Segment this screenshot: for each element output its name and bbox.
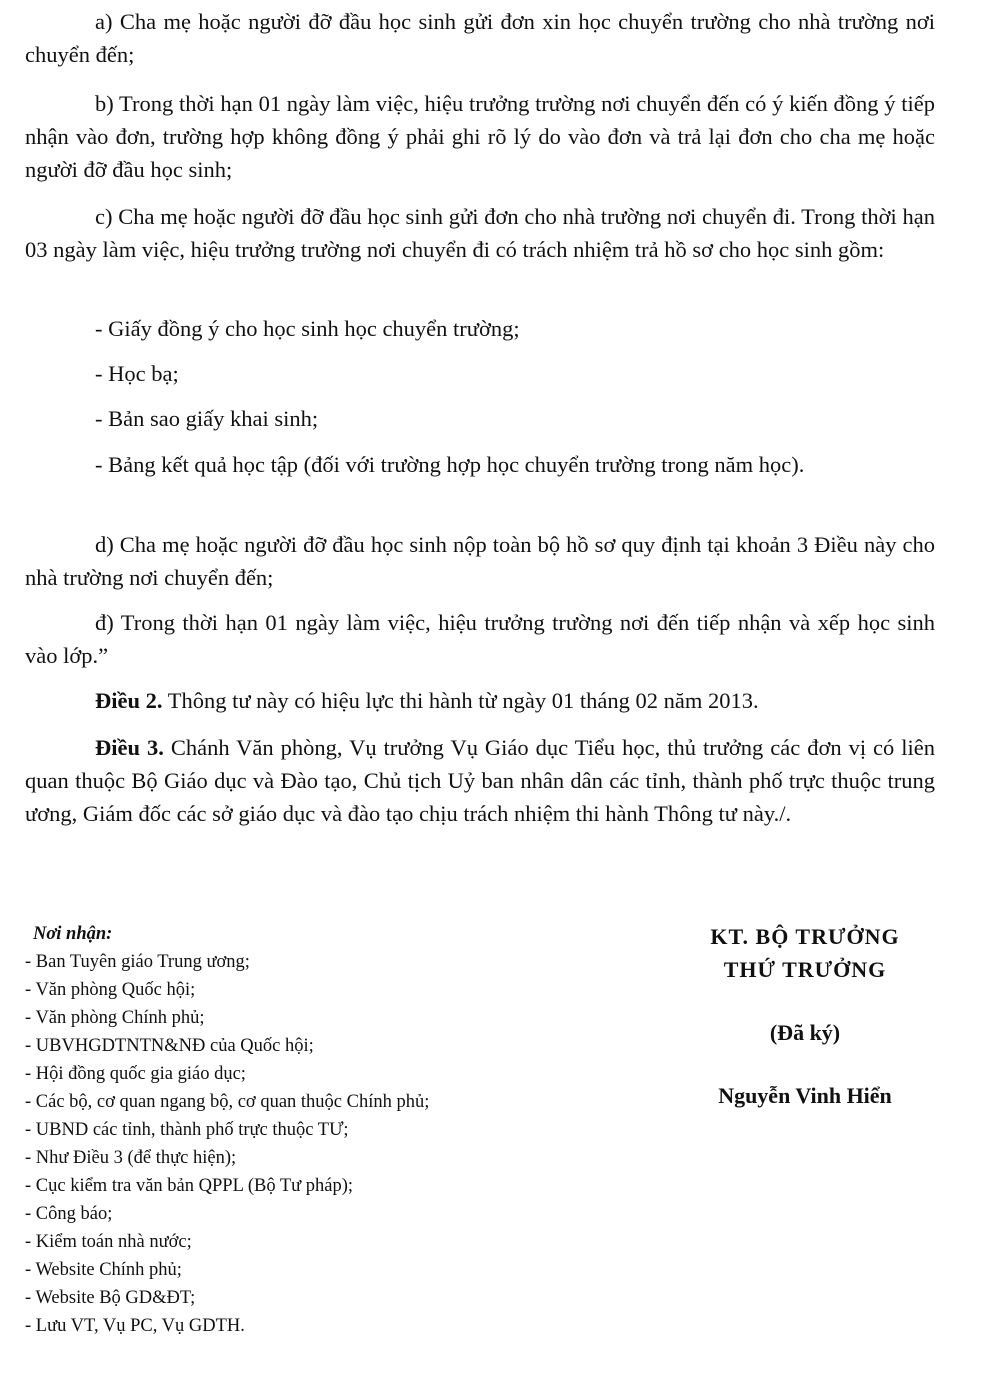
paragraph-d: d) Cha mẹ hoặc người đỡ đầu học sinh nộp toàn bộ hồ sơ quy định tại khoản 3 Điều này cho nhà trường nơi chuyển đến;: [25, 532, 935, 590]
list-item-results: - Bảng kết quả học tập (đối với trường hợp học chuyển trường trong năm học).: [95, 452, 805, 477]
recipient-item: - Cục kiểm tra văn bản QPPL (Bộ Tư pháp);: [25, 1176, 354, 1196]
recipients-title: Nơi nhận:: [33, 924, 113, 944]
signature-block: [650, 920, 960, 1112]
recipients-list: [25, 948, 645, 1340]
recipient-item: - Các bộ, cơ quan ngang bộ, cơ quan thuộc Chính phủ;: [25, 1092, 430, 1112]
article-3: [25, 731, 935, 830]
paragraph-a: a) Cha mẹ hoặc người đỡ đầu học sinh gửi đơn xin học chuyển trường cho nhà trường nơi chuyển đến;: [25, 9, 935, 67]
paragraph-c: c) Cha mẹ hoặc người đỡ đầu học sinh gửi đơn cho nhà trường nơi chuyển đi. Trong thời hạn 03 ngày làm việc, hiệu trưởng trường nơi chuyển đi có trách nhiệm trả hồ sơ cho học sinh gồm:: [25, 204, 935, 262]
recipient-item: - Website Bộ GD&ĐT;: [25, 1288, 196, 1308]
recipient-item: - Như Điều 3 (để thực hiện);: [25, 1148, 237, 1168]
recipient-item: - Công báo;: [25, 1204, 113, 1224]
signature-signed-note: (Đã ký): [769, 1020, 841, 1045]
article-2: [25, 684, 935, 717]
recipient-item: - Văn phòng Quốc hội;: [25, 980, 196, 1000]
article-3-label: Điều 3.: [95, 735, 164, 760]
article-3-text: Chánh Văn phòng, Vụ trưởng Vụ Giáo dục Tiểu học, thủ trưởng các đơn vị có liên quan thuộc Bộ Giáo dục và Đào tạo, Chủ tịch Uỷ ban nhân dân các tỉnh, thành phố trực thuộc trung ương, Giám đốc các sở giáo dục và đào tạo chịu trách nhiệm thi hành Thông tư này./.: [25, 735, 936, 826]
recipient-item: - Kiểm toán nhà nước;: [25, 1232, 192, 1252]
list-item-birth-certificate: - Bản sao giấy khai sinh;: [95, 406, 319, 431]
recipients-block: [25, 920, 645, 1340]
recipient-item: - Văn phòng Chính phủ;: [25, 1008, 205, 1028]
recipient-item: - Lưu VT, Vụ PC, Vụ GDTH.: [25, 1316, 245, 1336]
list-item-transcript: - Học bạ;: [95, 361, 179, 386]
recipient-item: - UBND các tỉnh, thành phố trực thuộc TƯ;: [25, 1120, 349, 1140]
signature-title-deputy: THỨ TRƯỞNG: [723, 957, 887, 982]
signature-title-minister: KT. BỘ TRƯỞNG: [710, 924, 900, 949]
list-item-consent: - Giấy đồng ý cho học sinh học chuyển trường;: [95, 316, 520, 341]
article-2-text: Thông tư này có hiệu lực thi hành từ ngày 01 tháng 02 năm 2013.: [162, 688, 759, 713]
recipient-item: - UBVHGDTNTN&NĐ của Quốc hội;: [25, 1036, 314, 1056]
paragraph-dd: đ) Trong thời hạn 01 ngày làm việc, hiệu trưởng trường nơi đến tiếp nhận và xếp học sinh vào lớp.”: [25, 610, 935, 668]
paragraph-b: b) Trong thời hạn 01 ngày làm việc, hiệu trưởng trường nơi chuyển đến có ý kiến đồng ý tiếp nhận vào đơn, trường hợp không đồng ý phải ghi rõ lý do vào đơn và trả lại đơn cho cha mẹ hoặc người đỡ đầu học sinh;: [25, 91, 935, 182]
recipient-item: - Ban Tuyên giáo Trung ương;: [25, 952, 250, 972]
article-2-label: Điều 2.: [95, 688, 163, 713]
recipient-item: - Hội đồng quốc gia giáo dục;: [25, 1064, 246, 1084]
recipient-item: - Website Chính phủ;: [25, 1260, 182, 1280]
signature-name: Nguyễn Vinh Hiển: [718, 1083, 892, 1108]
